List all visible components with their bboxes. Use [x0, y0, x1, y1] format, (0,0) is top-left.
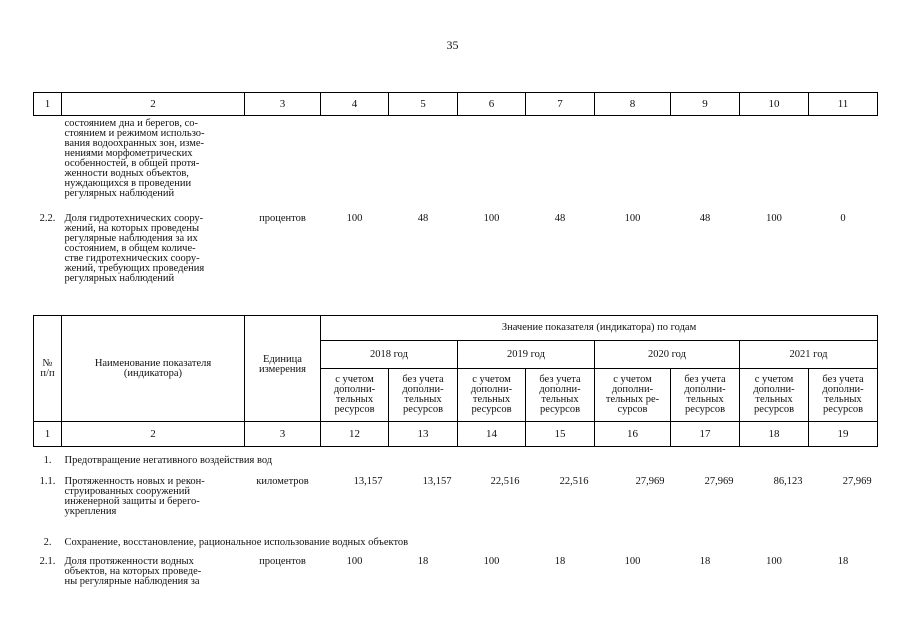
- value-cell: 100: [624, 555, 641, 567]
- year-header: 2019 год: [458, 341, 595, 369]
- column-number-cell: 8: [595, 93, 671, 116]
- year-header: 2018 год: [321, 341, 458, 369]
- column-header-group: Значение показателя (индикатора) по годам: [321, 316, 878, 341]
- value-cell: 18: [699, 555, 711, 567]
- indicator-name: Доля протяженности водных объектов, на которых проведе- ны регулярные наблюдения за: [64, 555, 202, 587]
- subcolumn-header: без учета дополни- тельных ресурсов: [526, 369, 595, 422]
- value-cell: [671, 116, 740, 214]
- subcolumn-header: с учетом дополни- тельных ресурсов: [458, 369, 526, 422]
- value-cell: 48: [554, 212, 566, 224]
- section-row: [34, 529, 878, 552]
- column-number-row: [34, 422, 878, 447]
- column-header-unit: Единица измерения: [245, 316, 321, 422]
- column-number-row: [34, 93, 878, 116]
- column-number-cell: 15: [526, 422, 595, 447]
- value-cell: 27,969: [635, 475, 665, 487]
- value-cell: [321, 116, 389, 214]
- value-cell: [389, 116, 458, 214]
- page-number: 35: [446, 38, 459, 52]
- value-cell: 100: [346, 212, 363, 224]
- value-cell: [595, 116, 671, 214]
- value-cell: 27,969: [842, 475, 872, 487]
- value-cell: 100: [483, 212, 500, 224]
- row-number: 2.2.: [39, 212, 56, 224]
- column-number-cell: 1: [34, 93, 62, 116]
- value-cell: 100: [766, 555, 782, 567]
- column-number-cell: 1: [34, 422, 62, 447]
- continuation-table: [33, 92, 878, 294]
- subcolumn-header: без учета дополни- тельных ресурсов: [389, 369, 458, 422]
- unit-cell: процентов: [259, 212, 306, 224]
- column-number-cell: 16: [595, 422, 671, 447]
- value-cell: 48: [417, 212, 429, 224]
- table-row: [34, 552, 878, 602]
- row-number: 1.1.: [39, 475, 56, 487]
- value-cell: 18: [554, 555, 566, 567]
- header-row: [34, 316, 878, 341]
- value-cell: 48: [699, 212, 711, 224]
- column-number-cell: 5: [389, 93, 458, 116]
- subcolumn-header: с учетом дополни- тельных ресурсов: [740, 369, 809, 422]
- value-cell: 100: [624, 212, 641, 224]
- value-cell: 13,157: [422, 475, 452, 487]
- column-number-cell: 3: [245, 93, 321, 116]
- row-number: 2.1.: [39, 555, 56, 567]
- column-number-cell: 17: [671, 422, 740, 447]
- value-cell: [809, 116, 878, 214]
- value-cell: 13,157: [353, 475, 383, 487]
- section-title: Сохранение, восстановление, рациональное использование водных объектов: [64, 536, 409, 548]
- column-number-cell: 3: [245, 422, 321, 447]
- column-number-cell: 14: [458, 422, 526, 447]
- subcolumn-header: с учетом дополни- тельных ре- сурсов: [595, 369, 671, 422]
- row-number: 1.: [43, 455, 52, 466]
- table-row: [34, 116, 878, 214]
- row-number: 2.: [43, 536, 52, 548]
- table-row: [34, 472, 878, 529]
- value-cell: 0: [840, 212, 846, 224]
- value-cell: 86,123: [773, 475, 803, 487]
- indicator-values-table: [33, 315, 878, 602]
- value-cell: 22,516: [559, 475, 589, 487]
- column-number-cell: 6: [458, 93, 526, 116]
- year-header: 2020 год: [595, 341, 740, 369]
- value-cell: [740, 116, 809, 214]
- indicator-name: Протяженность новых и рекон- струированных сооружений инженерной защиты и берего- укрепления: [64, 475, 205, 517]
- value-cell: 100: [346, 555, 363, 567]
- indicator-name: Доля гидротехнических соору- жений, на которых проведены регулярные наблюдения за их состоянием, в общем количе- стве гидротехнических соору- жений, требующих проведения регулярных наблюдений: [64, 212, 205, 284]
- section-row: [34, 447, 878, 472]
- subcolumn-header: без учета дополни- тельных ресурсов: [671, 369, 740, 422]
- column-number-cell: 10: [740, 93, 809, 116]
- column-number-cell: 2: [62, 93, 245, 116]
- value-cell: 27,969: [704, 475, 734, 487]
- column-number-cell: 11: [809, 93, 878, 116]
- table-row: [34, 214, 878, 294]
- column-number-cell: 18: [740, 422, 809, 447]
- unit-cell: [245, 116, 321, 214]
- column-header-number: № п/п: [34, 316, 62, 422]
- unit-cell: процентов: [259, 555, 306, 567]
- year-header: 2021 год: [740, 341, 878, 369]
- value-cell: [526, 116, 595, 214]
- column-header-name: Наименование показателя (индикатора): [62, 316, 245, 422]
- subcolumn-header: без учета дополни- тельных ресурсов: [809, 369, 878, 422]
- subcolumn-header: с учетом дополни- тельных ресурсов: [321, 369, 389, 422]
- column-number-cell: 13: [389, 422, 458, 447]
- value-cell: 18: [417, 555, 429, 567]
- column-number-cell: 9: [671, 93, 740, 116]
- value-cell: 100: [766, 212, 782, 224]
- unit-cell: километров: [256, 475, 309, 487]
- value-cell: 18: [837, 555, 849, 567]
- section-title: Предотвращение негативного воздействия вод: [64, 455, 273, 466]
- column-number-cell: 7: [526, 93, 595, 116]
- value-cell: 22,516: [490, 475, 520, 487]
- column-number-cell: 12: [321, 422, 389, 447]
- row-number: [34, 116, 62, 214]
- indicator-name: состоянием дна и берегов, со- стоянием и режимом использо- вания водоохранных зон, изме- нениями морфометрических особенностей, в общей протя- женности водных объектов, нуждающихся в проведении регулярных наблюдений: [64, 118, 205, 199]
- column-number-cell: 19: [809, 422, 878, 447]
- value-cell: [458, 116, 526, 214]
- value-cell: 100: [483, 555, 500, 567]
- column-number-cell: 2: [62, 422, 245, 447]
- column-number-cell: 4: [321, 93, 389, 116]
